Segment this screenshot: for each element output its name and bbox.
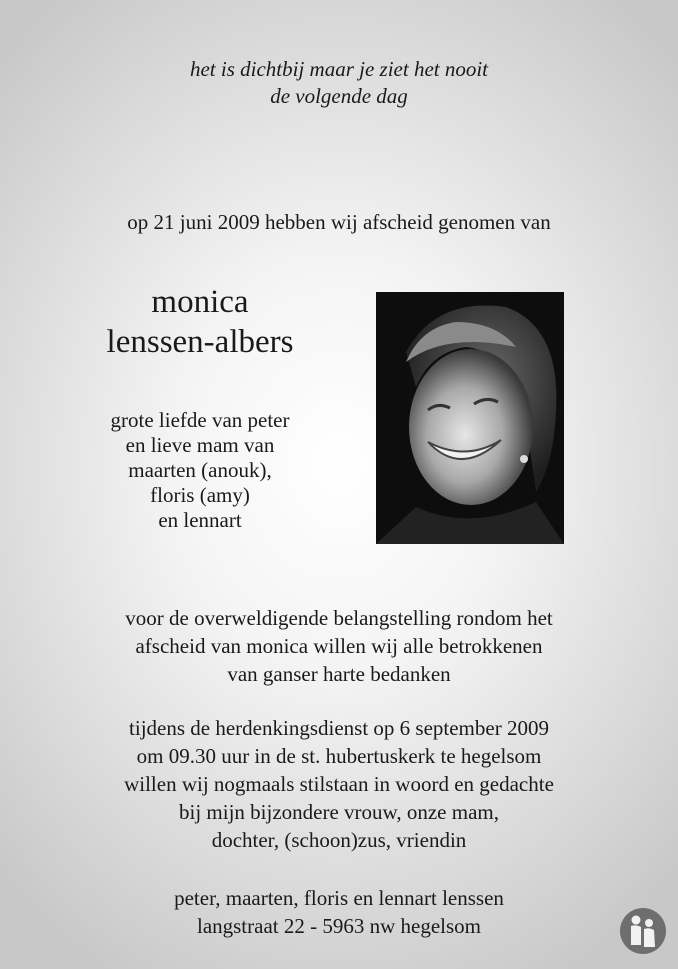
- deceased-name: [60, 282, 340, 362]
- service-line: om 09.30 uur in de st. hubertuskerk te hegelsom: [136, 744, 542, 768]
- motto-line: het is dichtbij maar je ziet het nooit: [189, 57, 489, 81]
- motto-line: de volgende dag: [270, 84, 408, 108]
- relation-line: maarten (anouk),: [128, 458, 272, 482]
- thanks-text: [0, 604, 678, 688]
- thanks-line: voor de overweldigende belangstelling rondom het: [125, 606, 553, 630]
- memorial-figures-icon: [619, 907, 667, 955]
- signature: [0, 884, 678, 940]
- service-text: [0, 714, 678, 854]
- first-name: monica: [151, 284, 249, 320]
- signature-line: langstraat 22 - 5963 nw hegelsom: [196, 914, 482, 938]
- service-line: dochter, (schoon)zus, vriendin: [211, 828, 467, 852]
- relation-line: floris (amy): [150, 483, 250, 507]
- service-line: tijdens de herdenkingsdienst op 6 september 2009: [129, 716, 549, 740]
- service-line: bij mijn bijzondere vrouw, onze mam,: [179, 800, 499, 824]
- relations: [60, 408, 340, 533]
- thanks-line: van ganser harte bedanken: [227, 662, 451, 686]
- relation-line: en lieve mam van: [125, 433, 275, 457]
- relation-line: grote liefde van peter: [110, 408, 290, 432]
- intro-text: op 21 juni 2009 hebben wij afscheid genomen van: [127, 210, 551, 234]
- thanks-line: afscheid van monica willen wij alle betrokkenen: [135, 634, 543, 658]
- relation-line: en lennart: [158, 508, 242, 532]
- service-line: willen wij nogmaals stilstaan in woord en gedachte: [124, 772, 554, 796]
- last-name: lenssen-albers: [106, 324, 294, 360]
- motto: [0, 56, 678, 110]
- portrait-photo-icon: [376, 292, 564, 544]
- portrait-photo: [376, 292, 564, 544]
- signature-line: peter, maarten, floris en lennart lenssen: [174, 886, 504, 910]
